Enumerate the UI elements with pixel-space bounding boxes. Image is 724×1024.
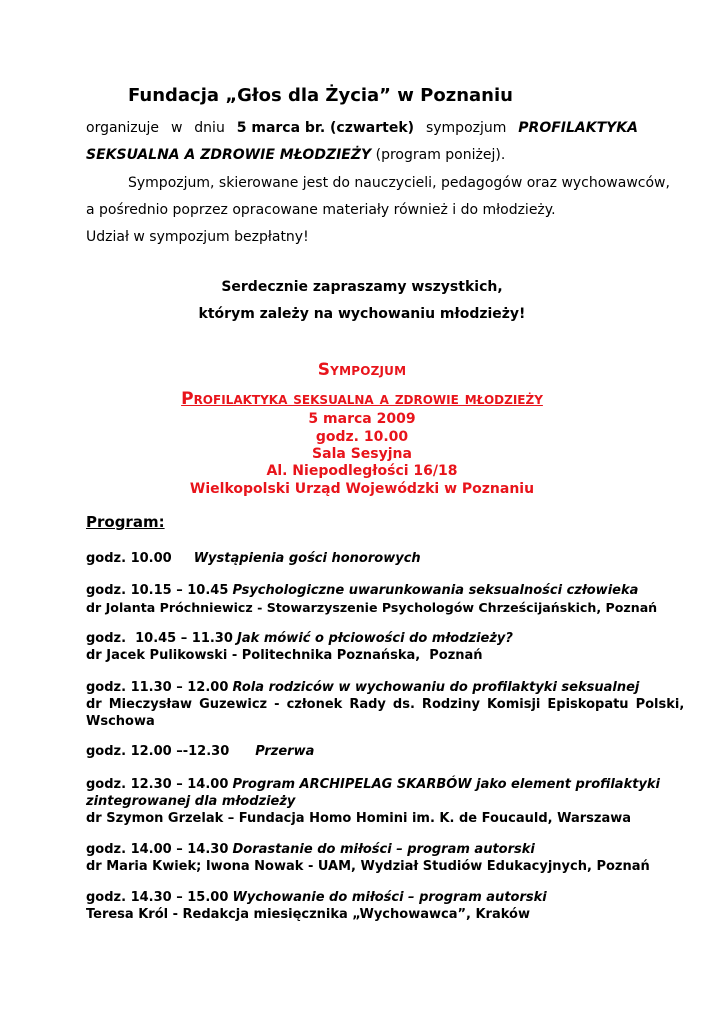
intro-para2-line2: a pośrednio poprzez opracowane materiały również i do młodzieży. [86,202,556,218]
intro-word: organizuje [86,120,160,136]
program-item [86,776,661,827]
program-time: godz. 10.15 – 10.45 [86,583,229,598]
intro-word: dniu [194,120,225,136]
program-time: godz. 12.00 –-12.30 [86,744,230,759]
intro-para3: Udział w sympozjum bezpłatny! [86,229,309,245]
symposium-date: 5 marca 2009 [308,411,416,427]
program-time: godz. 14.30 – 15.00 [86,890,229,905]
program-speaker: dr Jacek Pulikowski - Politechnika Poznańska, Poznań [86,648,483,663]
symposium-heading: Sympozjum [317,360,407,380]
intro-word: w [170,120,183,136]
intro-topic-part2: SEKSUALNA A ZDROWIE MŁODZIEŻY [86,147,372,163]
program-item [86,630,638,664]
program-heading: Program: [86,513,165,531]
symposium-subtitle: Profilaktyka seksualna a zdrowie młodzieży [181,389,543,409]
program-time: godz. 11.30 – 12.00 [86,680,229,695]
program-title: Wystąpienia gości honorowych [193,551,421,566]
program-item [86,889,638,923]
program-item [86,679,685,730]
page-title: Fundacja „Głos dla Życia” w Poznaniu [128,85,513,106]
program-time: godz. 10.45 – 11.30 [86,631,233,646]
program-speaker: dr Jolanta Próchniewicz - Stowarzyszenie Psychologów Chrześcijańskich, Poznań [86,600,658,615]
program-title: Dorastanie do miłości – program autorski [232,842,535,857]
program-speaker-line2: Wschowa [86,714,155,729]
program-title: Przerwa [255,744,315,759]
program-item [86,582,658,616]
program-time: godz. 14.00 – 14.30 [86,842,229,857]
program-time: godz. 10.00 [86,551,172,566]
intro-date: 5 marca br. (czwartek) [236,120,415,136]
program-speaker: Teresa Król - Redakcja miesięcznika „Wychowawca”, Kraków [86,907,530,922]
intro-program-note: (program poniżej). [375,147,506,163]
program-item [86,550,638,567]
program-speaker: dr Szymon Grzelak – Fundacja Homo Homini im. K. de Foucauld, Warszawa [86,811,632,826]
invitation-line-2: którym zależy na wychowaniu młodzieży! [198,306,526,322]
program-title: Psychologiczne uwarunkowania seksualności człowieka [232,583,639,598]
program-item [86,743,638,760]
invitation-line-1: Serdecznie zapraszamy wszystkich, [221,279,503,295]
program-title: Wychowanie do miłości – program autorski [232,890,547,905]
symposium-venue: Wielkopolski Urząd Wojewódzki w Poznaniu [189,481,535,497]
program-title: Jak mówić o płciowości do młodzieży? [237,631,513,646]
program-title-line2: zintegrowanej dla młodzieży [86,794,296,809]
symposium-address: Al. Niepodległości 16/18 [266,463,458,479]
intro-line-1 [86,120,638,136]
intro-line-2 [86,147,505,163]
program-title-line1: Program ARCHIPELAG SKARBÓW jako element profilaktyki [232,777,661,792]
program-speaker: dr Maria Kwiek; Iwona Nowak - UAM, Wydział Studiów Edukacyjnych, Poznań [86,859,650,874]
intro-topic-part1: PROFILAKTYKA [518,120,638,136]
program-item [86,841,650,875]
symposium-time: godz. 10.00 [315,429,409,445]
program-speaker-line1: dr Mieczysław Guzewicz - członek Rady ds. Rodziny Komisji Episkopatu Polski, [86,697,685,712]
program-time: godz. 12.30 – 14.00 [86,777,229,792]
program-title: Rola rodziców w wychowaniu do profilaktyki seksualnej [232,680,640,695]
intro-word: sympozjum [425,120,507,136]
intro-para2-line1: Sympozjum, skierowane jest do nauczycieli, pedagogów oraz wychowawców, [128,175,670,191]
symposium-room: Sala Sesyjna [312,446,412,462]
